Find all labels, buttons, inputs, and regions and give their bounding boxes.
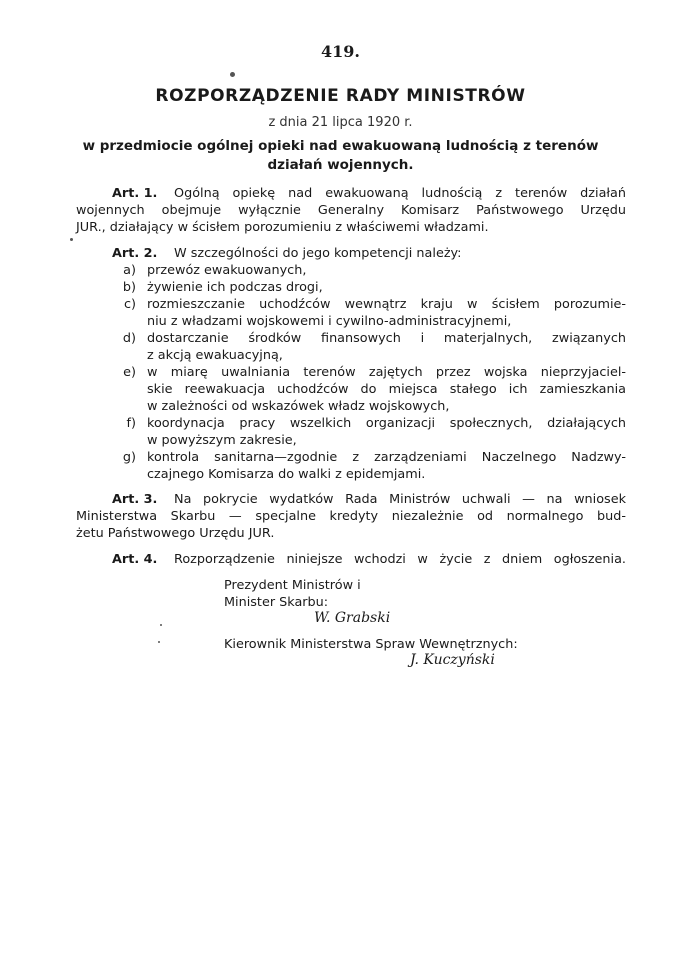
list-item: czajnego Komisarza do walki z epidemjami. — [147, 467, 426, 482]
art2-intro: W szczególności do jego kompetencji należy: — [174, 246, 462, 261]
scan-speck — [70, 238, 73, 241]
document-title: ROZPORZĄDZENIE RADY MINISTRÓW — [155, 86, 526, 106]
list-item: przewóz ewakuowanych, — [147, 263, 307, 278]
item-label: f) — [126, 416, 136, 431]
list-item: z akcją ewakuacyjną, — [147, 348, 283, 363]
item-label: a) — [123, 263, 136, 278]
list-item: w zależności od wskazówek władz wojskowych, — [147, 399, 450, 414]
item-label: e) — [123, 365, 136, 380]
list-item: w powyższym zakresie, — [147, 433, 297, 448]
list-item: w miarę uwalniania terenów zajętych przez wojska nieprzyjaciel- — [147, 365, 626, 380]
item-label: g) — [122, 450, 136, 465]
list-item: kontrola sanitarna—zgodnie z zarządzeniami Naczelnego Nadzwy- — [147, 450, 626, 465]
art3-line: żetu Państwowego Urzędu JUR. — [76, 526, 275, 541]
list-item: niu z władzami wojskowemi i cywilno-administracyjnemi, — [147, 314, 512, 329]
signatory-role: Minister Skarbu: — [224, 595, 329, 610]
scan-speck — [230, 72, 235, 77]
list-item: żywienie ich podczas drogi, — [147, 280, 323, 295]
item-label: b) — [122, 280, 136, 295]
document-date: z dnia 21 lipca 1920 r. — [268, 115, 413, 130]
art3-line: Na pokrycie wydatków Rada Ministrów uchwali — na wniosek — [174, 492, 626, 507]
art1-line: JUR., działający w ścisłem porozumieniu z właściwemi władzami. — [76, 220, 489, 235]
art2-label: Art. 2. — [112, 246, 158, 261]
art1-label: Art. 1. — [112, 186, 158, 201]
art4-text: Rozporządzenie niniejsze wchodzi w życie z dniem ogłoszenia. — [174, 552, 626, 567]
document-subject: w przedmiocie ogólnej opieki nad ewakuowaną ludnością z terenów działań wojennych. — [82, 138, 599, 173]
art1-line: wojennych obejmuje wyłącznie Generalny Komisarz Państwowego Urzędu — [76, 203, 626, 218]
scan-speck — [158, 641, 160, 643]
page-number: 419. — [321, 42, 360, 61]
item-label: c) — [123, 297, 136, 312]
item-label: d) — [122, 331, 136, 346]
signatory-role: Kierownik Ministerstwa Spraw Wewnętrznych: — [224, 637, 518, 652]
list-item: koordynacja pracy wszelkich organizacji społecznych, działających — [147, 416, 626, 431]
list-item: skie reewakuacja uchodźców do miejsca stałego ich zamieszkania — [147, 382, 626, 397]
art4-label: Art. 4. — [112, 552, 158, 567]
list-item: dostarczanie środków finansowych i materjalnych, związanych — [147, 331, 626, 346]
signatory-name: J. Kuczyński — [410, 652, 495, 668]
art1-line: Ogólną opiekę nad ewakuowaną ludnością z terenów działań — [174, 186, 626, 201]
signatory-name: W. Grabski — [314, 610, 391, 626]
signatory-role: Prezydent Ministrów i — [224, 578, 361, 593]
scan-speck — [160, 624, 162, 626]
art3-line: Ministerstwa Skarbu — specjalne kredyty niezależnie od normalnego bud- — [76, 509, 626, 524]
art3-label: Art. 3. — [112, 492, 158, 507]
list-item: rozmieszczanie uchodźców wewnątrz kraju w ścisłem porozumie- — [147, 297, 626, 312]
